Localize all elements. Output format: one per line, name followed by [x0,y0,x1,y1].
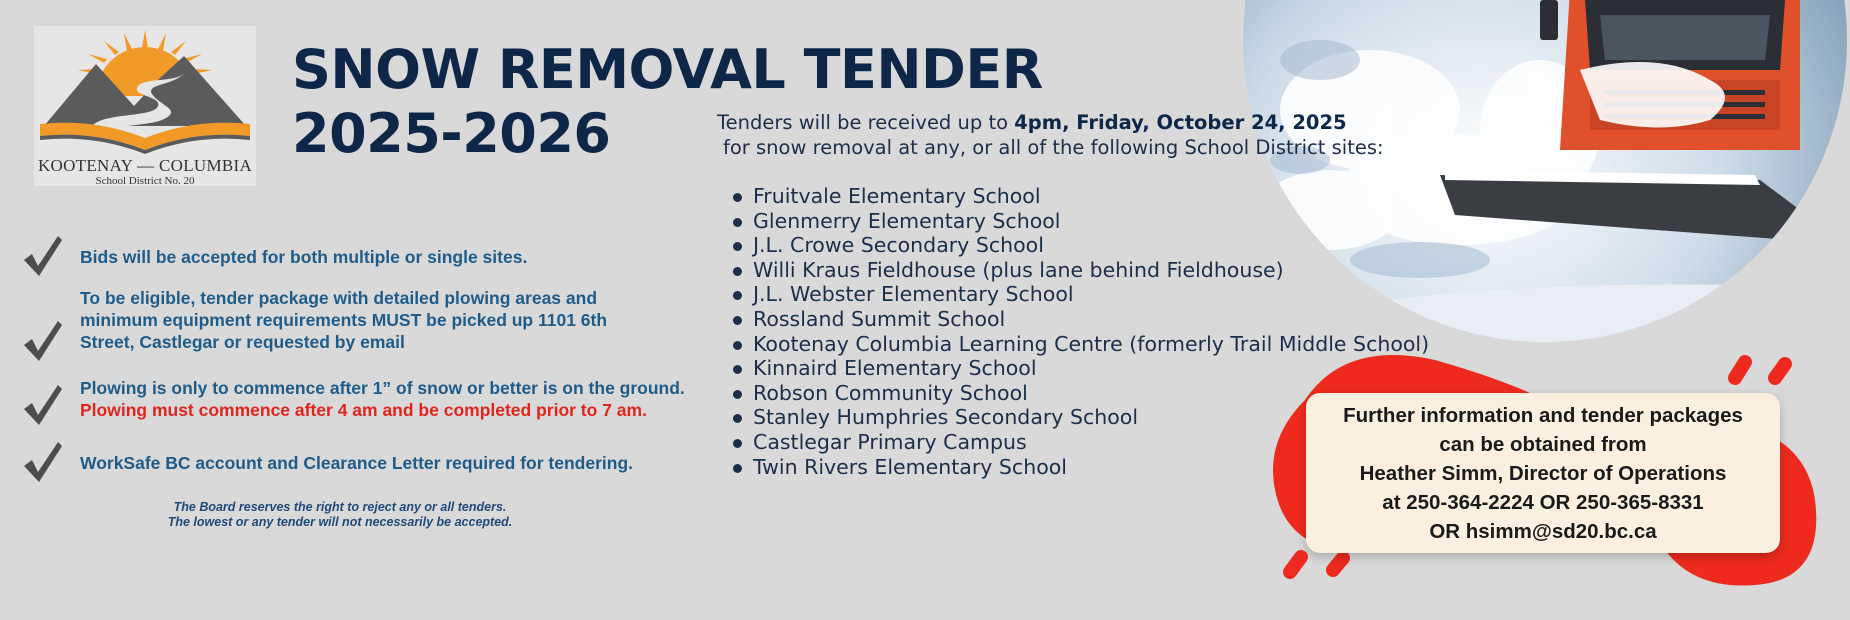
checklist-line: WorkSafe BC account and Clearance Letter required for tendering. [80,453,633,473]
district-logo [34,26,256,186]
list-item: Willi Kraus Fieldhouse (plus lane behind Fieldhouse) [733,258,1429,283]
intro-prefix: Tenders will be received up to [717,111,1015,134]
tender-deadline: 4pm, Friday, October 24, 2025 [1014,111,1347,134]
list-item: Kootenay Columbia Learning Centre (formerly Trail Middle School) [733,332,1429,357]
list-item: Castlegar Primary Campus [733,430,1429,455]
list-item: J.L. Webster Elementary School [733,282,1429,307]
contact-line-1: Further information and tender packages [1343,404,1743,427]
tender-intro [717,110,1384,160]
disclaimer-line-1: The Board reserves the right to reject any or all tenders. [173,500,507,514]
list-item: Stanley Humphries Secondary School [733,405,1429,430]
checkmark-icon [22,383,64,427]
logo-subtitle: School District No. 20 [95,175,195,187]
list-item: Rossland Summit School [733,307,1429,332]
alert-line: Plowing must commence after 4 am and be completed prior to 7 am. [80,400,647,420]
contact-phone: at 250-364-2224 OR 250-365-8331 [1382,491,1704,514]
checklist-line: To be eligible, tender package with detailed plowing areas and [80,288,598,308]
list-item: Kinnaird Elementary School [733,356,1429,381]
checkmark-icon [22,234,64,278]
logo-name: KOOTENAY — COLUMBIA [37,156,253,175]
contact-card [1306,393,1780,553]
list-item: Twin Rivers Elementary School [733,455,1429,480]
title-line-2: 2025-2026 [292,102,611,165]
checklist-line: minimum equipment requirements MUST be picked up 1101 6th [80,310,608,330]
checkmark-icon [22,440,64,484]
contact-line-2: can be obtained from [1439,433,1647,456]
contact-email: OR hsimm@sd20.bc.ca [1429,520,1657,543]
list-item: Fruitvale Elementary School [733,184,1429,209]
disclaimer [100,500,580,530]
checklist-line: Plowing is only to commence after 1” of snow or better is on the ground. [80,378,685,398]
list-item: Robson Community School [733,381,1429,406]
list-item: Glenmerry Elementary School [733,209,1429,234]
intro-line-2: for snow removal at any, or all of the following School District sites: [723,136,1384,159]
list-item: J.L. Crowe Secondary School [733,233,1429,258]
title-line-1: SNOW REMOVAL TENDER [292,38,1043,101]
checklist-line: Bids will be accepted for both multiple or single sites. [80,247,528,267]
logo-emblem [34,26,256,156]
checklist-line: Street, Castlegar or requested by email [80,332,405,352]
disclaimer-line-2: The lowest or any tender will not necessarily be accepted. [167,515,513,529]
contact-name: Heather Simm, Director of Operations [1359,462,1727,485]
checkmark-icon [22,319,64,363]
